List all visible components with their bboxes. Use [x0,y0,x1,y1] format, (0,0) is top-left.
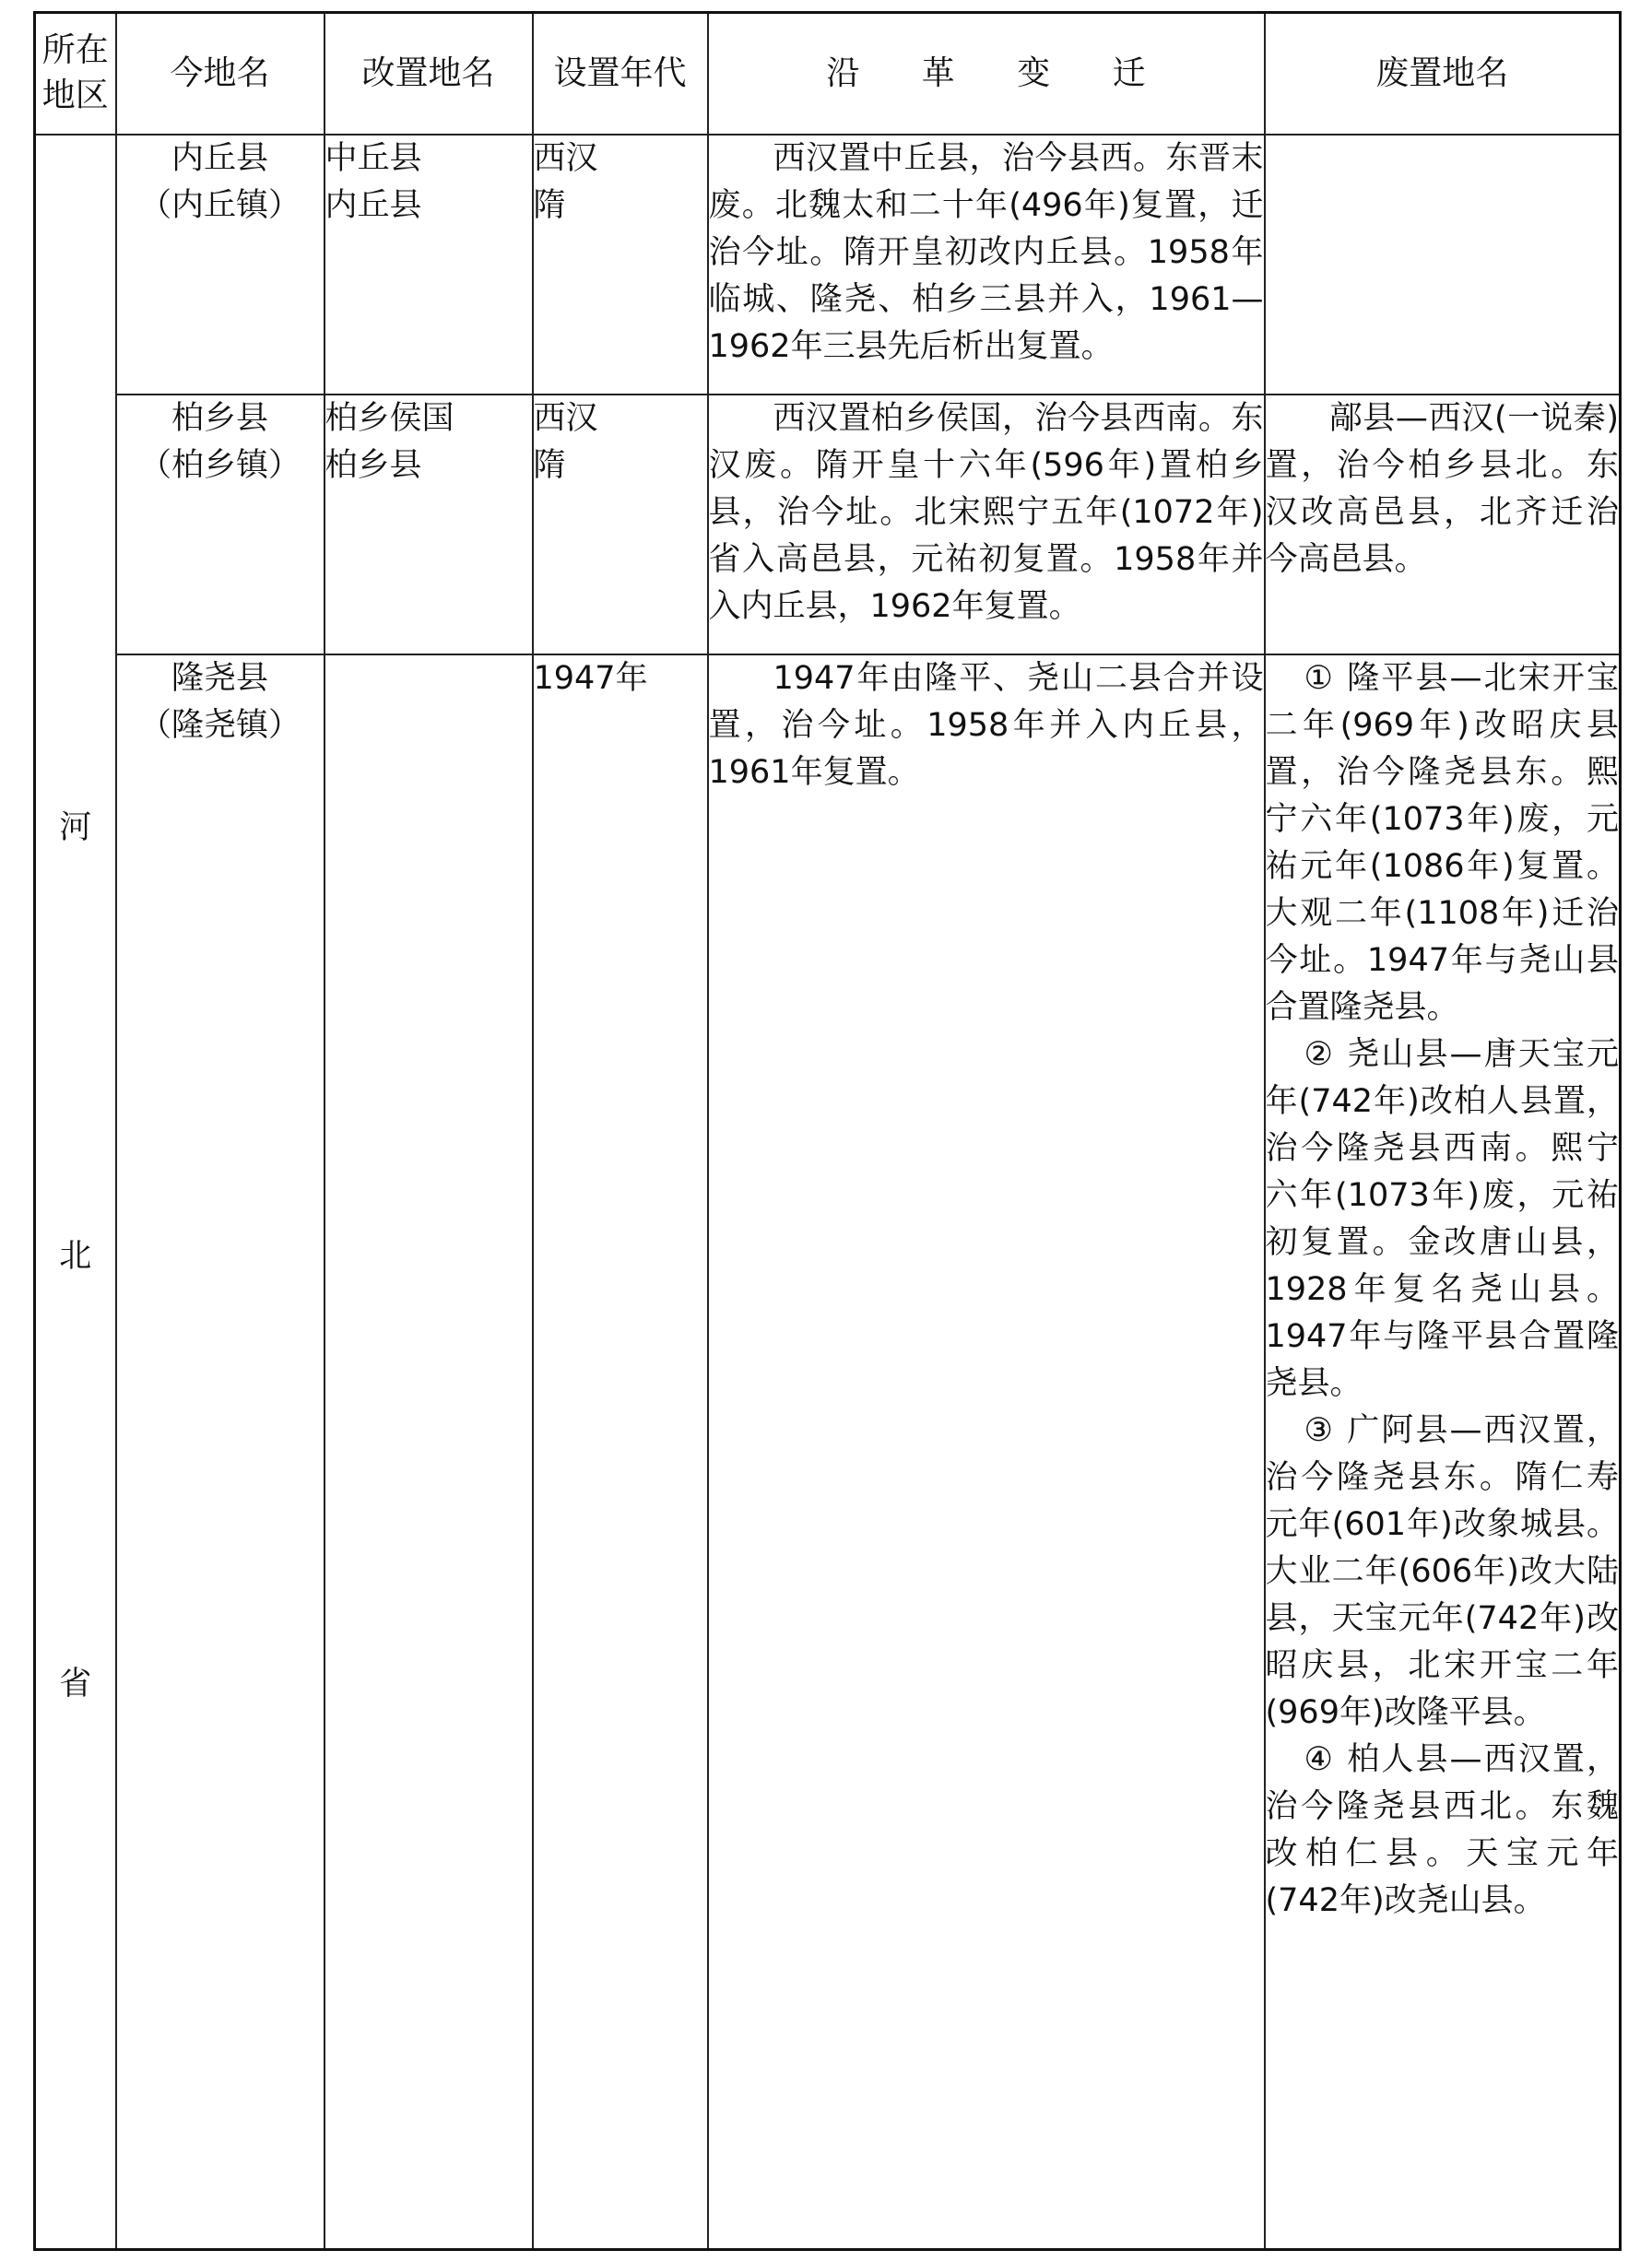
header-region [35,13,116,135]
county-seat: （隆尧镇） [138,707,301,744]
abolished-cell [1265,395,1621,654]
era: 隋 [533,187,566,224]
old-name: 中丘县 [324,140,422,177]
table-row [35,135,1621,395]
abolished-entry: ④ 柏人县—西汉置，治今隆尧县西北。东魏改柏仁县。天宝元年(742年)改尧山县。 [1265,1741,1619,1919]
county-name: 柏乡县 [171,400,268,437]
era-cell [533,395,708,654]
region-char: 北 [59,1237,92,1275]
document-page [33,11,1619,2251]
header-changed-name: 改置地名 [324,13,533,135]
current-name-cell [116,135,324,395]
county-name: 内丘县 [171,140,268,177]
header-region-line2: 地区 [41,77,109,114]
table-row [35,395,1621,654]
abolished-cell [1265,654,1621,2250]
table-row [35,654,1621,2250]
place-name-table [33,11,1622,2251]
region-char: 省 [59,1666,92,1702]
evolution-text: 西汉置中丘县，治今县西。东晋末废。北魏太和二十年(496年)复置，迁治今址。隋开皇初改内丘县。1958年临城、隆尧、柏乡三县并入，1961—1962年三县先后析出复置。 [708,140,1264,365]
header-row [35,13,1621,135]
old-name: 内丘县 [324,187,422,224]
header-abolished-name: 废置地名 [1265,13,1621,135]
current-name-cell [116,654,324,2250]
era-cell [533,654,708,2250]
header-current-name: 今地名 [116,13,324,135]
header-evolution: 沿 革 变 迁 [708,13,1265,135]
region-cell [35,135,116,2250]
changed-name-cell [324,135,533,395]
evolution-text: 西汉置柏乡侯国，治今县西南。东汉废。隋开皇十六年(596年)置柏乡县，治今址。北宋熙宁五年(1072年)省入高邑县，元祐初复置。1958年并入内丘县，1962年复置。 [708,400,1264,625]
changed-name-cell [324,654,533,2250]
county-name: 隆尧县 [171,660,268,697]
abolished-entry: ② 尧山县—唐天宝元年(742年)改柏人县置，治今隆尧县西南。熙宁六年(1073年)废，元祐初复置。金改唐山县，1928年复名尧山县。1947年与隆平县合置隆尧县。 [1265,1036,1619,1402]
county-seat: （柏乡镇） [138,447,301,484]
evolution-cell [708,395,1265,654]
county-seat: （内丘镇） [138,187,301,224]
evolution-cell [708,654,1265,2250]
era: 隋 [533,447,566,484]
changed-name-cell [324,395,533,654]
evolution-cell [708,135,1265,395]
abolished-entry: ① 隆平县—北宋开宝二年(969年)改昭庆县置，治今隆尧县东。熙宁六年(1073年)废，元祐元年(1086年)复置。大观二年(1108年)迁治今址。1947年与尧山县合置隆尧县。 [1265,660,1619,1026]
region-char: 河 [59,809,92,846]
header-region-line1: 所在 [41,31,109,70]
abolished-entry: ③ 广阿县—西汉置，治今隆尧县东。隋仁寿元年(601年)改象城县。大业二年(606年)改大陆县，天宝元年(742年)改昭庆县，北宋开宝二年(969年)改隆平县。 [1265,1412,1619,1731]
era-cell [533,135,708,395]
header-established-era: 设置年代 [533,13,708,135]
old-name: 柏乡侯国 [324,400,454,437]
era: 西汉 [533,140,598,177]
era: 1947年 [533,660,648,697]
abolished-cell [1265,135,1621,395]
era: 西汉 [533,400,598,437]
abolished-entry: 鄗县—西汉(一说秦)置，治今柏乡县北。东汉改高邑县，北齐迁治今高邑县。 [1265,400,1619,578]
old-name: 柏乡县 [324,447,422,484]
evolution-text: 1947年由隆平、尧山二县合并设置，治今址。1958年并入内丘县，1961年复置。 [708,660,1264,791]
current-name-cell [116,395,324,654]
